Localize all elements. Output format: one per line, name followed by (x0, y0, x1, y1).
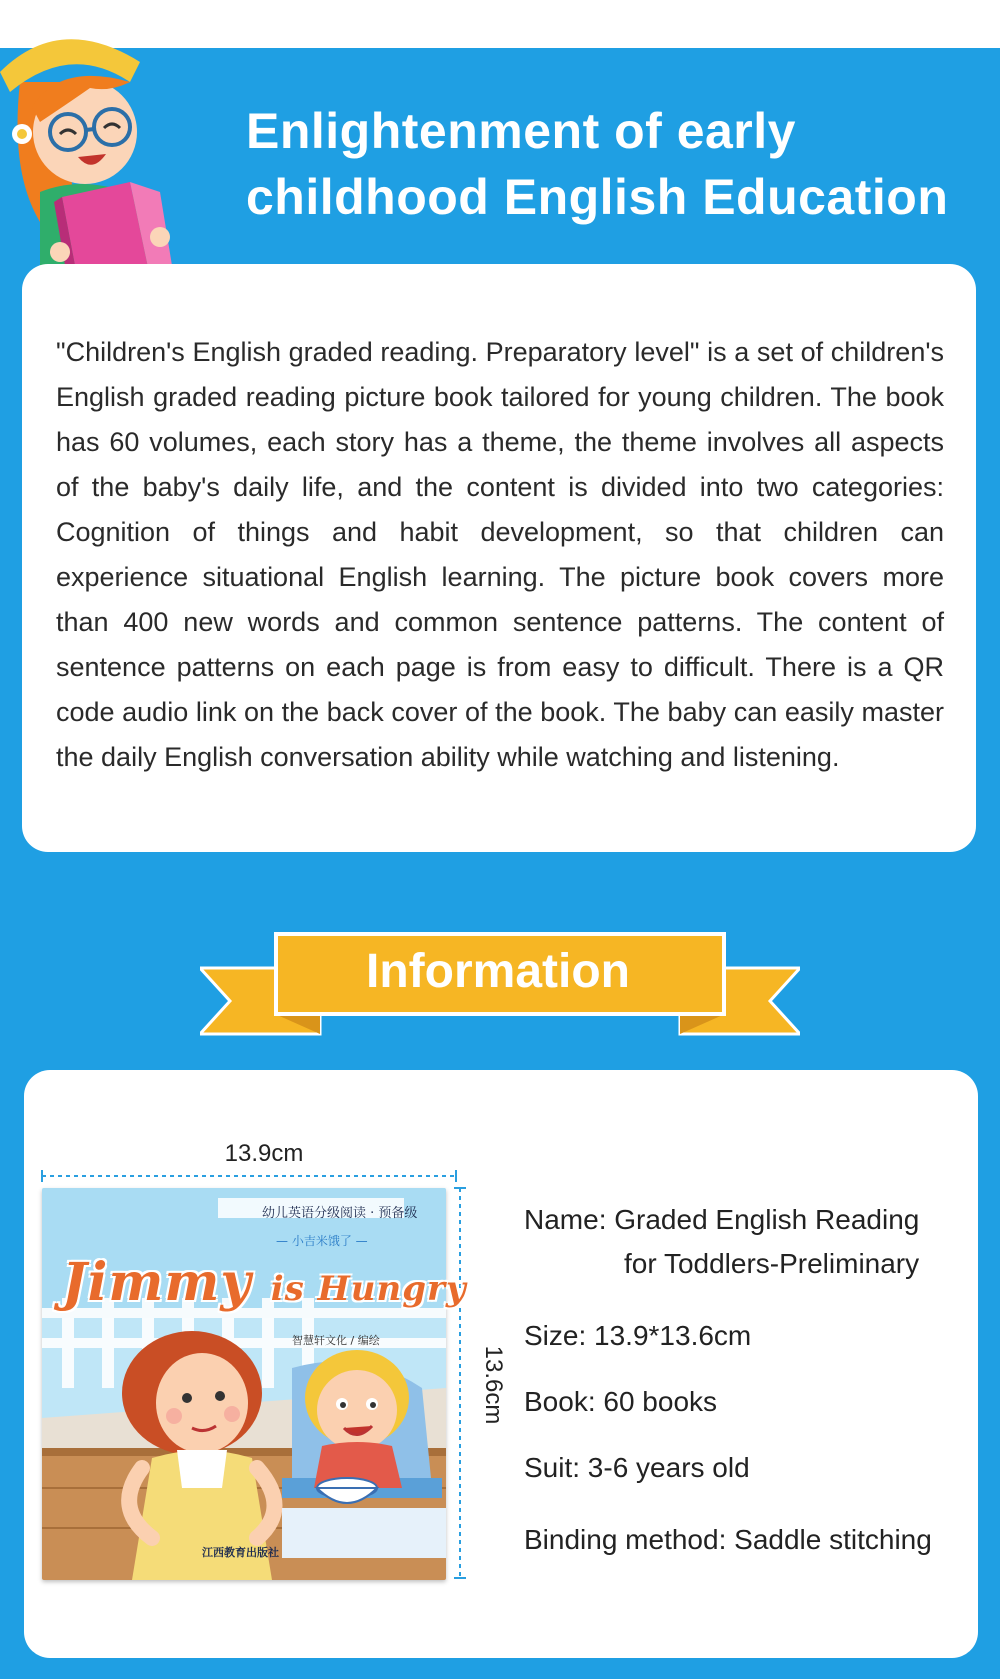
book-author: 智慧轩文化 / 编绘 (292, 1334, 380, 1347)
headline-line-2: childhood English Education (246, 169, 949, 225)
height-dimension-line (452, 1186, 472, 1580)
width-label: 13.9cm (224, 1140, 304, 1167)
book-title-rest: is Hungry (270, 1269, 467, 1309)
headline-line-1: Enlightenment of early (246, 103, 796, 159)
book-cover-image (42, 1188, 446, 1580)
intro-paragraph: "Children's English graded reading. Preparatory level" is a set of children's English graded reading picture book tailored for young children. The book has 60 volumes, each story has a theme, the theme involves all aspects of the baby's daily life, and the content is divided into two categories: Cognition of things and habit development, so that children can experience situational English learning. The picture book covers more than 400 new words and common sentence patterns. The content of sentence patterns on each page is from easy to difficult. There is a QR code audio link on the back cover of the book. The baby can easily master the daily English conversation ability while watching and listening. (56, 337, 944, 772)
spec-binding: Binding method: Saddle stitching (524, 1524, 932, 1555)
book-subtitle: — 小吉米饿了 — (276, 1234, 368, 1248)
ribbon-title: Information (366, 945, 630, 998)
book-publisher: 江西教育出版社 (202, 1546, 279, 1559)
book-title-main: Jimmy (62, 1252, 252, 1313)
spec-name-line-1: Name: Graded English Reading (524, 1204, 920, 1235)
spec-name-line-2: for Toddlers-Preliminary (624, 1248, 920, 1279)
page-headline (246, 98, 986, 230)
spec-suit-age: Suit: 3-6 years old (524, 1452, 750, 1483)
height-label: 13.6cm (480, 1345, 507, 1425)
book-series-label: 幼儿英语分级阅读 · 预备级 (262, 1206, 418, 1221)
spec-size: Size: 13.9*13.6cm (524, 1320, 752, 1351)
spec-book-count: Book: 60 books (524, 1386, 718, 1417)
book-title (62, 1252, 467, 1313)
